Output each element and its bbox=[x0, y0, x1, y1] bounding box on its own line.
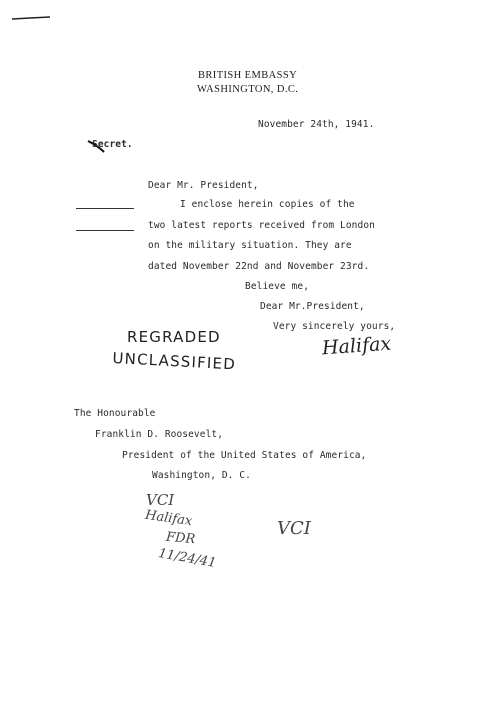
addressee-line-3: President of the United States of America, bbox=[122, 450, 367, 461]
addressee-line-4: Washington, D. C. bbox=[152, 470, 251, 481]
annotation-vci-left: VCI bbox=[146, 491, 175, 509]
stamp-line-1: REGRADED bbox=[127, 328, 221, 346]
closing-line-2: Dear Mr.President, bbox=[260, 301, 365, 312]
body-line-2: two latest reports received from London bbox=[148, 220, 375, 231]
blank-line-1 bbox=[76, 208, 134, 209]
addressee-line-2: Franklin D. Roosevelt, bbox=[95, 429, 224, 440]
salutation: Dear Mr. President, bbox=[148, 180, 259, 191]
body-line-1: I enclose herein copies of the bbox=[180, 199, 355, 210]
annotation-vci-right: VCI bbox=[277, 518, 311, 539]
signature: Halifax bbox=[321, 332, 392, 360]
closing-line-3: Very sincerely yours, bbox=[273, 321, 396, 332]
stamp-line-2: UNCLASSIFIED bbox=[112, 349, 237, 374]
blank-line-2 bbox=[76, 230, 134, 231]
addressee-line-1: The Honourable bbox=[74, 408, 156, 419]
letterhead-line1: BRITISH EMBASSY bbox=[198, 70, 298, 81]
classification-label: Secret. bbox=[92, 139, 133, 150]
annotation-date: 11/24/41 bbox=[157, 546, 218, 571]
letter-date: November 24th, 1941. bbox=[258, 119, 375, 130]
body-line-4: dated November 22nd and November 23rd. bbox=[148, 261, 370, 272]
closing-line-1: Believe me, bbox=[245, 281, 310, 292]
annotation-halifax: Halifax bbox=[144, 507, 194, 530]
body-line-3: on the military situation. They are bbox=[148, 240, 352, 251]
annotation-fdr: FDR bbox=[165, 529, 196, 548]
letterhead-line2: WASHINGTON, D.C. bbox=[197, 84, 299, 95]
corner-dash-mark bbox=[12, 17, 50, 19]
